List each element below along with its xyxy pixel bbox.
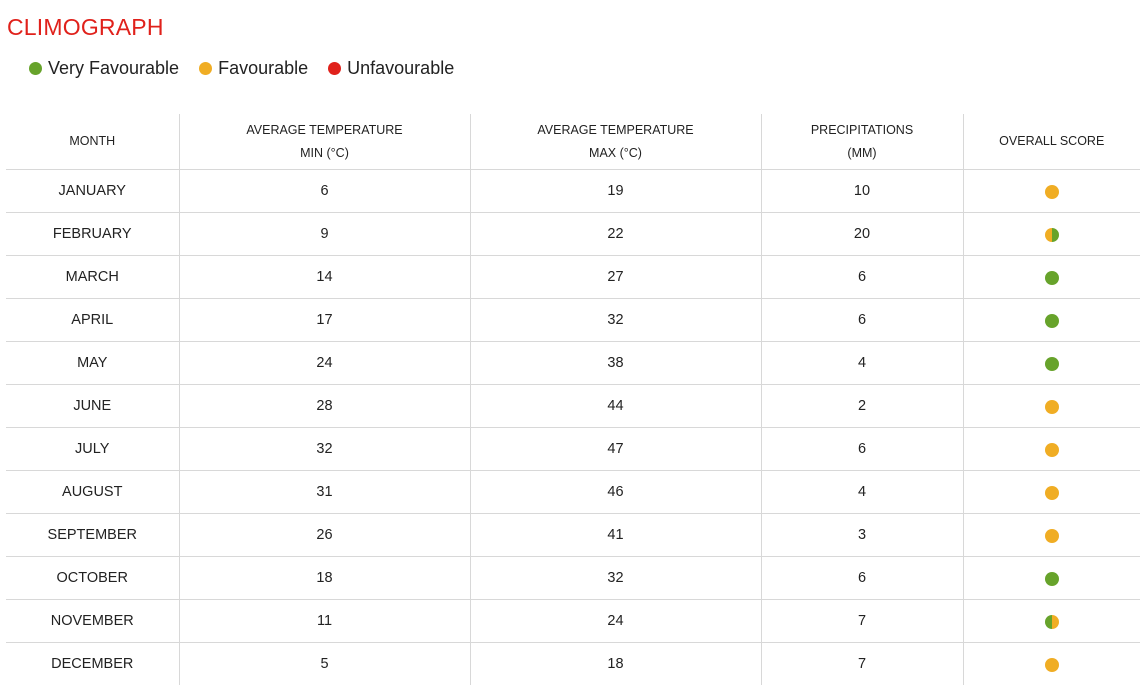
header-precip-line-1: PRECIPITATIONS <box>810 122 914 137</box>
unfavourable-dot-icon <box>328 62 341 75</box>
cell-min-temperature: 5 <box>179 643 470 686</box>
header-precip-line-2: (MM) <box>847 145 877 160</box>
table-row <box>6 299 1140 342</box>
cell-min-temperature: 24 <box>179 342 470 385</box>
score-split-dot-icon <box>1045 228 1059 242</box>
cell-precipitations: 7 <box>761 643 963 686</box>
cell-max-temperature: 47 <box>470 428 761 471</box>
header-max-line-2: MAX (°C) <box>589 145 642 160</box>
cell-max-temperature: 41 <box>470 514 761 557</box>
cell-month: JUNE <box>6 385 179 428</box>
cell-overall-score <box>963 643 1140 686</box>
cell-overall-score <box>963 600 1140 643</box>
cell-precipitations: 7 <box>761 600 963 643</box>
header-month-line-1: MONTH <box>69 134 116 148</box>
table-row <box>6 342 1140 385</box>
score-favourable-dot-icon <box>1045 400 1059 414</box>
cell-precipitations: 6 <box>761 428 963 471</box>
cell-max-temperature: 38 <box>470 342 761 385</box>
very-favourable-dot-icon <box>29 62 42 75</box>
legend <box>29 58 474 79</box>
cell-overall-score <box>963 428 1140 471</box>
cell-max-temperature: 32 <box>470 557 761 600</box>
score-favourable-dot-icon <box>1045 529 1059 543</box>
table-row <box>6 557 1140 600</box>
cell-precipitations: 2 <box>761 385 963 428</box>
header-min-temperature <box>179 114 470 170</box>
table-row <box>6 514 1140 557</box>
cell-overall-score <box>963 170 1140 213</box>
header-score-line-1: OVERALL SCORE <box>999 134 1105 148</box>
cell-max-temperature: 46 <box>470 471 761 514</box>
page-title: CLIMOGRAPH <box>7 14 164 40</box>
cell-month: MAY <box>6 342 179 385</box>
header-month <box>6 114 179 170</box>
legend-item-favourable <box>199 58 308 79</box>
cell-min-temperature: 9 <box>179 213 470 256</box>
cell-precipitations: 6 <box>761 256 963 299</box>
cell-month: APRIL <box>6 299 179 342</box>
cell-min-temperature: 11 <box>179 600 470 643</box>
favourable-dot-icon <box>199 62 212 75</box>
cell-min-temperature: 31 <box>179 471 470 514</box>
cell-overall-score <box>963 299 1140 342</box>
legend-item-very-favourable <box>29 58 179 79</box>
header-max-line-1: AVERAGE TEMPERATURE <box>537 122 694 137</box>
cell-precipitations: 4 <box>761 342 963 385</box>
cell-overall-score <box>963 385 1140 428</box>
legend-item-unfavourable <box>328 58 454 79</box>
legend-label: Unfavourable <box>347 58 455 78</box>
cell-min-temperature: 28 <box>179 385 470 428</box>
score-split-dot-icon <box>1045 615 1059 629</box>
header-min-line-1: AVERAGE TEMPERATURE <box>246 122 403 137</box>
cell-month: JULY <box>6 428 179 471</box>
cell-max-temperature: 32 <box>470 299 761 342</box>
header-min-line-2: MIN (°C) <box>300 145 349 160</box>
cell-precipitations: 3 <box>761 514 963 557</box>
cell-month: NOVEMBER <box>6 600 179 643</box>
cell-max-temperature: 27 <box>470 256 761 299</box>
table-row <box>6 385 1140 428</box>
cell-min-temperature: 18 <box>179 557 470 600</box>
cell-precipitations: 6 <box>761 557 963 600</box>
cell-max-temperature: 44 <box>470 385 761 428</box>
cell-min-temperature: 17 <box>179 299 470 342</box>
cell-month: JANUARY <box>6 170 179 213</box>
table-row <box>6 170 1140 213</box>
table-body <box>6 170 1140 686</box>
cell-precipitations: 20 <box>761 213 963 256</box>
cell-precipitations: 4 <box>761 471 963 514</box>
cell-month: SEPTEMBER <box>6 514 179 557</box>
cell-month: FEBRUARY <box>6 213 179 256</box>
score-favourable-dot-icon <box>1045 486 1059 500</box>
table-row <box>6 643 1140 686</box>
legend-label: Favourable <box>218 58 309 78</box>
cell-min-temperature: 32 <box>179 428 470 471</box>
cell-overall-score <box>963 514 1140 557</box>
score-very-favourable-dot-icon <box>1045 572 1059 586</box>
header-precipitations <box>761 114 963 170</box>
climograph-table <box>6 114 1140 685</box>
cell-min-temperature: 14 <box>179 256 470 299</box>
table-header-row <box>6 114 1140 170</box>
header-max-temperature <box>470 114 761 170</box>
cell-max-temperature: 18 <box>470 643 761 686</box>
table-row <box>6 428 1140 471</box>
cell-min-temperature: 6 <box>179 170 470 213</box>
cell-overall-score <box>963 557 1140 600</box>
cell-month: MARCH <box>6 256 179 299</box>
score-very-favourable-dot-icon <box>1045 357 1059 371</box>
score-favourable-dot-icon <box>1045 443 1059 457</box>
cell-max-temperature: 19 <box>470 170 761 213</box>
score-favourable-dot-icon <box>1045 658 1059 672</box>
cell-min-temperature: 26 <box>179 514 470 557</box>
cell-overall-score <box>963 471 1140 514</box>
cell-overall-score <box>963 213 1140 256</box>
cell-precipitations: 6 <box>761 299 963 342</box>
score-very-favourable-dot-icon <box>1045 314 1059 328</box>
cell-max-temperature: 24 <box>470 600 761 643</box>
table-row <box>6 256 1140 299</box>
cell-month: AUGUST <box>6 471 179 514</box>
score-very-favourable-dot-icon <box>1045 271 1059 285</box>
header-overall-score <box>963 114 1140 170</box>
table-row <box>6 600 1140 643</box>
cell-overall-score <box>963 256 1140 299</box>
cell-overall-score <box>963 342 1140 385</box>
table-row <box>6 213 1140 256</box>
cell-month: OCTOBER <box>6 557 179 600</box>
legend-label: Very Favourable <box>48 58 180 78</box>
cell-month: DECEMBER <box>51 656 134 672</box>
table-row <box>6 471 1140 514</box>
cell-precipitations: 10 <box>761 170 963 213</box>
score-favourable-dot-icon <box>1045 185 1059 199</box>
cell-max-temperature: 22 <box>470 213 761 256</box>
